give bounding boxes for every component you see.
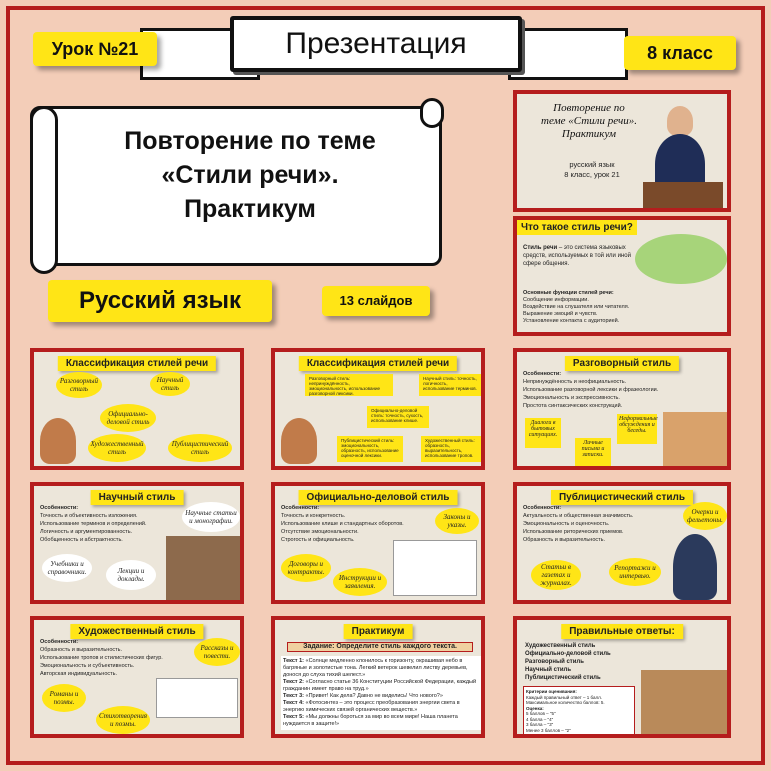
text-item: Текст 3: «Привет! Как дела? Давно не виделись! Что нового?»: [283, 693, 443, 699]
family-illustration: [663, 412, 729, 468]
example-bubble: Статьи в газетах и журналах.: [531, 560, 581, 590]
feature-item: Точность и объективность изложения.: [40, 513, 138, 519]
feature-item: Точность и конкретность.: [281, 513, 346, 519]
feature-item: Эмоциональность и экспрессивность.: [523, 395, 620, 401]
scroll-title-line: Практикум: [184, 195, 316, 223]
cover-sub-line: 8 класс, урок 21: [564, 170, 620, 179]
definition: Стиль речи – это система языковых средств, используемых в той или иной сфере общения.: [523, 245, 631, 267]
grades-title: Оценка:: [526, 705, 544, 711]
example-bubble: Инструкции и заявления.: [333, 568, 387, 596]
example-bubble: Очерки и фельетоны.: [683, 502, 727, 530]
example-bubble: Учебники и справочники.: [42, 554, 92, 582]
criteria-box: [523, 686, 635, 736]
slide-cover[interactable]: [513, 90, 731, 212]
slide-heading: Классификация стилей речи: [299, 356, 457, 371]
journalist-illustration: [673, 534, 717, 600]
functions-title: Основные функции стилей речи:: [523, 290, 614, 296]
slide-answers[interactable]: [513, 616, 731, 738]
feature-item: Эмоциональность и субъективность.: [40, 663, 135, 669]
style-box: Официально-деловой стиль: точность, сухость, использование клише.: [367, 406, 429, 428]
answer-item: Научный стиль: [525, 667, 572, 673]
answer-item: Разговорный стиль: [525, 659, 584, 665]
feature-item: Использование терминов и определений.: [40, 521, 147, 527]
style-box: Публицистический стиль: эмоциональность, образность, использование оценочной лексики.: [337, 436, 403, 462]
slide-heading: Художественный стиль: [70, 624, 203, 639]
child-reading-illustration: [40, 418, 76, 464]
cover-title-line: Практикум: [561, 128, 617, 140]
style-bubble: Художественный стиль: [88, 434, 146, 462]
feature-item: Строгость и официальность.: [281, 537, 355, 543]
text-item: Текст 5: «Мы должны бороться за мир во всем мире! Наша планета нуждается в защите!»: [283, 714, 458, 727]
example-bubble: Стихотворения и поэмы.: [96, 706, 150, 734]
style-bubble: Публицистический стиль: [168, 434, 232, 462]
slide-classification-1[interactable]: [30, 348, 244, 470]
cover-title-line: теме «Стили речи».: [541, 115, 637, 127]
cover-sub-line: русский язык: [569, 160, 615, 169]
example-bubble: Научные статьи и монографии.: [182, 502, 240, 532]
slide-heading: Классификация стилей речи: [58, 356, 216, 371]
grade-item: 5 баллов – "5": [526, 711, 556, 716]
feature-item: Использование клише и стандартных оборотов.: [281, 521, 404, 527]
criteria-title: Критерии оценивания:: [526, 689, 577, 694]
slide-heading: Что такое стиль речи?: [517, 220, 637, 235]
slides-count-badge: 13 слайдов: [322, 286, 430, 316]
example-bubble: Законы и указы.: [435, 508, 479, 534]
subject-badge: Русский язык: [48, 280, 272, 322]
text-item: Текст 4: «Фотосинтез – это процесс преобразования энергии света в энергию химических связей органических веществ.»: [283, 700, 460, 713]
feature-item: Использование разговорной лексики и фразеологии.: [523, 387, 659, 393]
grade-item: 3 балла – "3": [526, 722, 554, 727]
example-bubble: Рассказы и повести.: [194, 638, 240, 666]
feature-item: Отсутствие эмоциональности.: [281, 529, 359, 535]
feature-item: Обобщенность и абстрактность.: [40, 537, 123, 543]
podium: [643, 182, 723, 208]
grade-badge: 8 класс: [624, 36, 736, 70]
document-illustration: [393, 540, 477, 596]
feature-item: Авторская индивидуальность.: [40, 671, 118, 677]
child-reading-illustration: [281, 418, 317, 464]
style-bubble: Разговорный стиль: [56, 372, 102, 398]
slide-what-is[interactable]: [513, 216, 731, 336]
feature-item: Образность и выразительность.: [523, 537, 606, 543]
features-title: Особенности:: [40, 639, 79, 645]
slide-colloquial[interactable]: [513, 348, 731, 470]
slide-heading: Публицистический стиль: [551, 490, 693, 505]
cover-title-line: Повторение по: [553, 102, 625, 114]
lesson-badge: Урок №21: [33, 32, 157, 66]
example-sticky: Личные письма и записки.: [575, 438, 611, 466]
task-box: Задание: Определите стиль каждого текста.: [287, 642, 473, 652]
features-title: Особенности:: [523, 505, 562, 511]
answer-item: Публицистический стиль: [525, 675, 601, 681]
classroom-illustration: [641, 670, 729, 734]
example-bubble: Лекции и доклады.: [106, 560, 156, 590]
function-item: Воздействие на слушателя или читателя.: [523, 304, 630, 310]
style-bubble: Научный стиль: [150, 372, 190, 396]
features-title: Особенности:: [40, 505, 79, 511]
scroll-title-line: «Стили речи».: [161, 161, 339, 189]
style-box: Научный стиль: точность, логичность, использование терминов.: [419, 374, 481, 396]
feature-item: Простота синтаксических конструкций.: [523, 403, 623, 409]
scientist-illustration: [166, 536, 240, 600]
grade-item: 4 балла – "4": [526, 716, 554, 722]
function-item: Сообщение информации.: [523, 297, 589, 303]
grade-item: Менее 3 баллов – "2": [526, 727, 571, 733]
function-item: Выражение эмоций и чувств.: [523, 311, 598, 317]
example-sticky: Диалоги в бытовых ситуациях.: [525, 418, 561, 448]
slide-classification-2[interactable]: [271, 348, 485, 470]
answer-item: Официально-деловой стиль: [525, 651, 611, 657]
feature-item: Использование тропов и стилистических фигур.: [40, 655, 163, 661]
text-item: Текст 1: «Солнце медленно клонилось к горизонту, окрашивая небо в багряные и золотистые тона. Легкий ветерок шевелил листву деревьев, донося до слуха тихий шелест.»: [283, 658, 468, 678]
function-item: Установление контакта с аудиторией.: [523, 318, 620, 324]
presentation-title: Презентация: [230, 16, 522, 72]
example-bubble: Репортажи и интервью.: [609, 558, 661, 586]
answer-item: Художественный стиль: [525, 643, 596, 649]
slide-heading: Практикум: [344, 624, 413, 639]
slide-heading: Официально-деловой стиль: [299, 490, 458, 505]
criteria-item: Каждый правильный ответ – 1 балл.: [526, 694, 603, 700]
children-illustration: [635, 234, 727, 284]
style-bubble: Официально-деловой стиль: [100, 404, 156, 432]
scroll-curl-left: [30, 106, 58, 274]
example-bubble: Договоры и контракты.: [281, 554, 331, 582]
slide-artistic[interactable]: [30, 616, 244, 738]
features-title: Особенности:: [523, 371, 562, 377]
slide-scientific[interactable]: [30, 482, 244, 604]
example-bubble: Романы и поэмы.: [42, 684, 86, 712]
style-box: Художественный стиль: образность, выразительность, использование тропов.: [421, 436, 481, 462]
slide-heading: Разговорный стиль: [565, 356, 679, 371]
slide-practicum[interactable]: [271, 616, 485, 738]
style-box: Разговорный стиль: непринуждённость, эмоциональность, использование разговорной лексики.: [305, 374, 393, 396]
excerpt-illustration: [156, 678, 238, 718]
feature-item: Образность и выразительность.: [40, 647, 123, 653]
feature-item: Эмоциональность и оценочность.: [523, 521, 610, 527]
features-title: Особенности:: [281, 505, 320, 511]
slide-heading: Научный стиль: [91, 490, 184, 505]
scroll-title-line: Повторение по теме: [124, 127, 376, 155]
feature-item: Логичность и аргументированность.: [40, 529, 133, 535]
slide-publicistic[interactable]: [513, 482, 731, 604]
feature-item: Непринуждённость и неофициальность.: [523, 379, 627, 385]
text-item: Текст 2: «Согласно статье 36 Конституции Российской Федерации, каждый гражданин имеет право на труд.»: [283, 679, 477, 692]
slide-heading: Правильные ответы:: [561, 624, 683, 639]
scroll-title: [70, 124, 430, 226]
criteria-item: Максимальное количество баллов: 5.: [526, 700, 605, 705]
teacher-head: [667, 106, 693, 136]
ribbon-right: [508, 28, 628, 80]
example-sticky: Неформальные обсуждения и беседы.: [617, 414, 657, 444]
feature-item: Актуальность и общественная значимость.: [523, 513, 634, 519]
feature-item: Использование риторических приемов.: [523, 529, 624, 535]
slide-official[interactable]: [271, 482, 485, 604]
